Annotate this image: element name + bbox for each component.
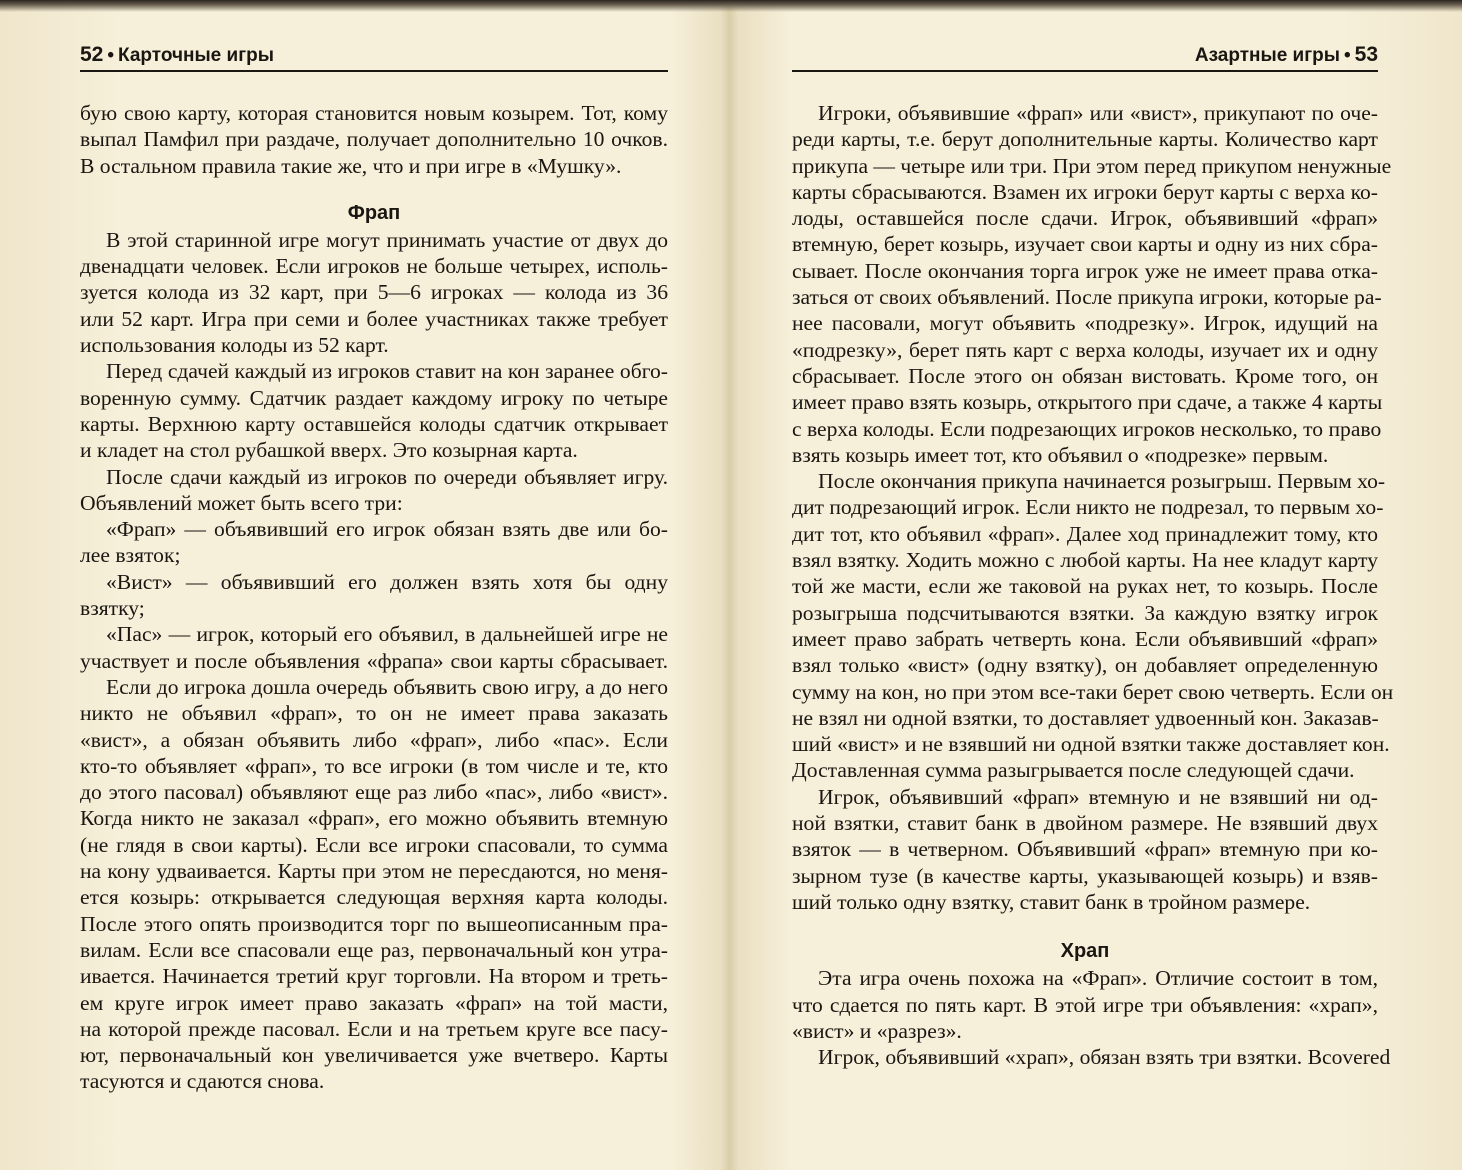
text-line: не взял ни одной взятки, то доставляет удвоенный кон. Заказав-	[792, 705, 1379, 730]
text-line: Игрок, объявивший «фрап» втемную и не взявший ни од-	[818, 784, 1378, 809]
text-line: дит тот, кто объявил «фрап». Далее ход принадлежит тому, кто	[792, 521, 1378, 546]
right-page	[792, 40, 1394, 1097]
text-line: зырном тузе (в качестве карты, указывающей козырь) и взяв-	[792, 863, 1378, 888]
text-line: После окончания прикупа начинается розыгрыш. Первым хо-	[818, 469, 1386, 494]
text-line: использования колоды из 52 карт.	[80, 333, 389, 358]
text-line: Доставленная сумма разыгрывается после следующей сдачи.	[792, 758, 1355, 783]
text-line: реди карты, т.е. берут дополнительные карты. Количество карт	[792, 127, 1378, 152]
text-line: вилам. Если все спасовали еще раз, первоначальный кон утра-	[80, 937, 668, 962]
text-line: «Фрап» — объявивший его игрок обязан взять две или бо-	[106, 517, 668, 542]
text-line: имеет право забрать четверть кона. Если объявивший «фрап»	[792, 626, 1378, 651]
text-line: карты. Верхнюю карту оставшейся колоды сдатчик открывает	[80, 411, 668, 436]
right-running-head	[792, 40, 1378, 72]
text-line: ший «вист» и не взявший ни одной взятки также доставляет кон.	[792, 732, 1390, 757]
text-line: взяток — в четверном. Объявивший «фрап» втемную при ко-	[792, 837, 1378, 862]
text-line: В остальном правила такие же, что и при игре в «Мушку».	[80, 153, 622, 178]
text-line: Перед сдачей каждый из игроков ставит на кон заранее обго-	[106, 359, 668, 384]
text-line: нее пасовали, могут объявить «подрезку». Игрок, идущий на	[792, 311, 1378, 336]
text-line: имеет право взять козырь, открытого при сдаче, а также 4 карты	[792, 390, 1383, 415]
text-line: «вист», а обязан объявить либо «фрап», либо «пас». Если	[80, 727, 668, 752]
text-line: никто не объявил «фрап», то он не имеет права заказать	[80, 701, 668, 726]
text-line: сбрасывает. После этого он обязан вистовать. Кроме того, он	[792, 363, 1378, 388]
text-line	[792, 1070, 1378, 1096]
text-line: зуется колода из 32 карт, при 5—6 игроках — колода из 36	[80, 280, 668, 305]
text-line: взял только «вист» (одну взятку), он добавляет определенную	[792, 653, 1378, 678]
text-line: Эта игра очень похожа на «Фрап». Отличие состоит в том,	[818, 966, 1378, 991]
text-line: После этого опять производится торг по вышеописанным пра-	[80, 911, 668, 936]
bullet-separator: •	[1343, 45, 1351, 66]
right-body-text	[792, 100, 1394, 1097]
text-line: выпал Памфил при раздаче, получает дополнительно 10 очков.	[80, 127, 668, 152]
section-heading-khrap: Храп	[1060, 940, 1110, 963]
text-line: участвует и после объявления «фрапа» свои карты сбрасывает.	[80, 648, 668, 673]
right-page-number: 53	[1354, 43, 1378, 66]
text-line: ший только одну взятку, ставит банк в тройном размере.	[792, 889, 1311, 914]
text-line: втемную, берет козырь, изучает свои карты и одну из них сбра-	[792, 232, 1378, 257]
text-line: заться от своих объявлений. После прикупа игроки, которые ра-	[792, 285, 1382, 310]
text-line: «Вист» — объявивший его должен взять хотя бы одну	[106, 569, 668, 594]
left-page	[80, 40, 668, 1095]
text-line: ной взятки, ставит банк в двойном размере. Не взявший двух	[792, 811, 1378, 836]
left-running-head	[80, 40, 668, 72]
page-edge-shadow	[0, 0, 1462, 12]
text-line: взять козырь имеет тот, кто объявил о «подрезке» первым.	[792, 442, 1329, 467]
text-line: что сдается по пять карт. В этой игре три объявления: «храп»,	[792, 992, 1378, 1017]
text-line: дит подрезающий игрок. Если никто не подрезал, то первым хо-	[792, 495, 1384, 520]
text-line: ем круге игрок имеет право заказать «фрап» на той масти,	[80, 990, 668, 1015]
text-line: на которой прежде пасовал. Если и на третьем круге все пасу-	[80, 1016, 668, 1041]
text-line: ется козырь: открывается следующая верхняя карта колоды.	[80, 885, 668, 910]
text-line: Игроки, объявившие «фрап» или «вист», прикупают по оче-	[818, 101, 1378, 125]
right-running-title: Азартные игры	[1194, 45, 1340, 66]
text-line: взял взятку. Ходить можно с любой карты. На нее кладут карту	[792, 548, 1378, 573]
left-page-number: 52	[80, 43, 104, 66]
text-line: на кону удваивается. Карты при этом не пересдаются, но меня-	[80, 859, 668, 884]
text-line: ют, первоначальный кон увеличивается уже вчетверо. Карты	[80, 1043, 668, 1068]
text-line: прикупа — четыре или три. При этом перед прикупом ненужные	[792, 153, 1392, 178]
section-heading-frap: Фрап	[347, 201, 401, 224]
text-line: ивается. Начинается третий круг торговли. На втором и треть-	[80, 964, 668, 989]
section-spacer	[80, 179, 668, 199]
text-line: лее взяток;	[80, 543, 181, 568]
text-line: Игрок, объявивший «храп», обязан взять три взятки. Вcovered	[818, 1045, 1391, 1070]
text-line: (не глядя в свои карты). Если все игроки спасовали, то сумма	[80, 832, 668, 857]
text-line: тасуются и сдаются снова.	[80, 1069, 325, 1094]
text-line: «вист» и «разрез».	[792, 1018, 962, 1043]
text-line: «Пас» — игрок, который его объявил, в дальнейшей игре не	[106, 622, 668, 647]
text-line: до этого пасовал) объявляют еще раз либо «пас», либо «вист».	[80, 780, 668, 805]
text-line: Когда никто не заказал «фрап», его можно объявить втемную	[80, 806, 668, 831]
text-line: сумму на кон, но при этом все-таки берет свою четверть. Если он	[792, 679, 1394, 704]
text-line: Объявлений может быть всего три:	[80, 490, 403, 515]
text-line: бую свою карту, которая становится новым козырем. Тот, кому	[80, 101, 668, 125]
text-line: и кладет на стол рубашкой вверх. Это козырная карта.	[80, 438, 578, 463]
text-line: кто-то объявляет «фрап», то все игроки (в том числе и те, кто	[80, 753, 668, 778]
text-line: сывает. После окончания торга игрок уже не имеет права отка-	[792, 258, 1378, 283]
text-line: «подрезку», берет пять карт с верха колоды, изучает их и одну	[792, 337, 1378, 362]
text-line: лоды, оставшейся после сдачи. Игрок, объявивший «фрап»	[792, 206, 1378, 231]
text-line: воренную сумму. Сдатчик раздает каждому игроку по четыре	[80, 385, 668, 410]
text-line: или 52 карт. Игра при семи и более участниках также требует	[80, 306, 668, 331]
text-line: взятку;	[80, 596, 145, 621]
text-line: той же масти, если же таковой на руках нет, то козырь. После	[792, 574, 1378, 599]
text-line: После сдачи каждый из игроков по очереди объявляет игру.	[106, 464, 668, 489]
text-line: В этой старинной игре могут принимать участие от двух до	[106, 227, 668, 252]
left-body-text	[80, 100, 668, 1095]
text-line: карты сбрасываются. Взамен их игроки берут карты с верха ко-	[792, 179, 1378, 204]
section-spacer	[792, 915, 1378, 937]
text-line: с верха колоды. Если подрезающих игроков несколько, то право	[792, 416, 1382, 441]
text-line: розыгрыша подсчитываются взятки. За каждую взятку игрок	[792, 600, 1378, 625]
text-line: двенадцати человек. Если игроков не больше четырех, исполь-	[80, 254, 668, 279]
left-running-title: Карточные игры	[118, 45, 274, 66]
bullet-separator: •	[107, 45, 115, 66]
text-line: Если до игрока дошла очередь объявить свою игру, а до него	[106, 674, 668, 699]
